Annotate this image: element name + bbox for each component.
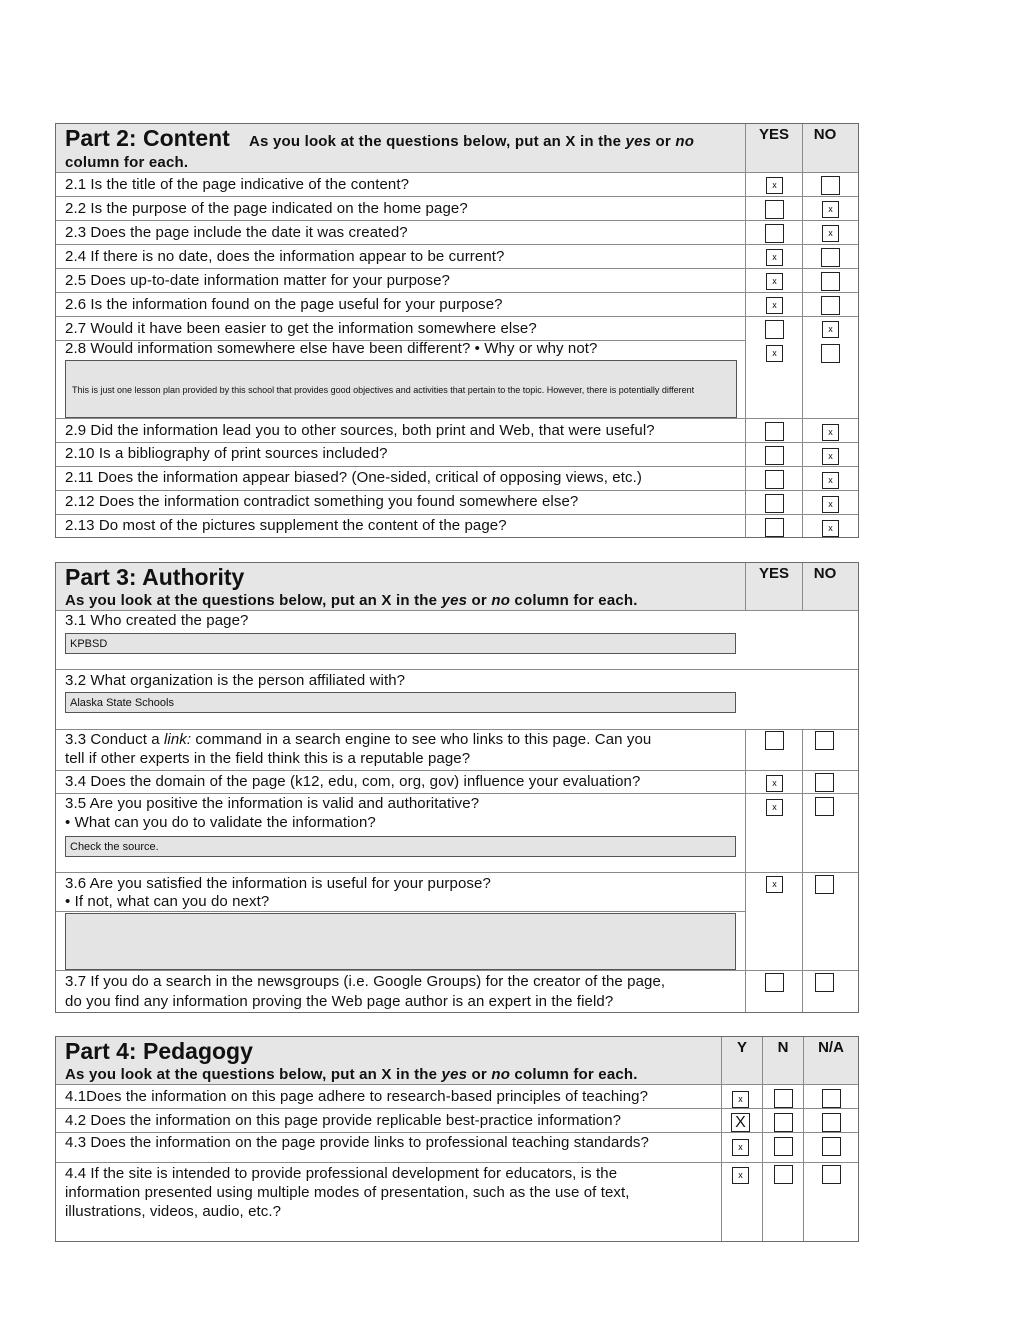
checkbox-2-13-yes[interactable]	[765, 518, 784, 537]
part3-title: Part 3: Authority	[65, 564, 245, 590]
question-4-3: 4.3 Does the information on the page provide links to professional teaching standards?	[65, 1134, 649, 1151]
checkbox-2-12-yes[interactable]	[765, 494, 784, 513]
question-2-9: 2.9 Did the information lead you to other sources, both print and Web, that were useful?	[65, 422, 655, 439]
checkbox-4-2-y[interactable]: X	[731, 1113, 750, 1132]
checkbox-2-10-yes[interactable]	[765, 446, 784, 465]
answer-3-2-field[interactable]: Alaska State Schools	[65, 692, 736, 713]
checkbox-4-4-n[interactable]	[774, 1165, 793, 1184]
part3-col-no: NO	[813, 565, 837, 582]
question-4-4: 4.4 If the site is intended to provide professional development for educators, is the	[65, 1165, 618, 1182]
checkbox-4-3-n[interactable]	[774, 1137, 793, 1156]
part4-title: Part 4: Pedagogy	[65, 1038, 253, 1064]
answer-3-6-field[interactable]	[65, 913, 736, 970]
question-3-4: 3.4 Does the domain of the page (k12, edu, com, org, gov) influence your evaluation?	[65, 773, 641, 790]
checkbox-4-3-na[interactable]	[822, 1137, 841, 1156]
checkbox-4-1-na[interactable]	[822, 1089, 841, 1108]
checkbox-2-6-yes[interactable]: x	[766, 297, 783, 314]
question-2-6: 2.6 Is the information found on the page useful for your purpose?	[65, 296, 503, 313]
question-4-2: 4.2 Does the information on this page provide replicable best-practice information?	[65, 1112, 622, 1129]
checkbox-2-9-yes[interactable]	[765, 422, 784, 441]
checkbox-2-11-no[interactable]: x	[822, 472, 839, 489]
question-3-5: 3.5 Are you positive the information is valid and authoritative?	[65, 795, 480, 812]
question-3-6: 3.6 Are you satisfied the information is useful for your purpose?	[65, 875, 491, 892]
checkbox-3-4-yes[interactable]: x	[766, 775, 783, 792]
question-3-2: 3.2 What organization is the person affiliated with?	[65, 672, 406, 689]
checkbox-3-7-yes[interactable]	[765, 973, 784, 992]
question-2-5: 2.5 Does up-to-date information matter for your purpose?	[65, 272, 450, 289]
question-3-1: 3.1 Who created the page?	[65, 612, 249, 629]
part2-col-yes: YES	[758, 126, 789, 143]
checkbox-2-1-no[interactable]	[821, 176, 840, 195]
checkbox-4-1-y[interactable]: x	[732, 1091, 749, 1108]
checkbox-2-3-yes[interactable]	[765, 224, 784, 243]
part3-instruction: As you look at the questions below, put an X in the yes or no column for each.	[65, 592, 638, 609]
checkbox-2-4-no[interactable]	[821, 248, 840, 267]
question-2-13: 2.13 Do most of the pictures supplement the content of the page?	[65, 517, 507, 534]
question-4-1: 4.1Does the information on this page adhere to research-based principles of teaching?	[65, 1088, 649, 1105]
checkbox-2-3-no[interactable]: x	[822, 225, 839, 242]
part4-col-y: Y	[736, 1039, 747, 1056]
question-3-6-line2: • If not, what can you do next?	[65, 893, 270, 910]
question-4-4-line3: illustrations, videos, audio, etc.?	[65, 1203, 282, 1220]
checkbox-2-1-yes[interactable]: x	[766, 177, 783, 194]
checkbox-3-5-yes[interactable]: x	[766, 799, 783, 816]
part2-instruction-line2: column for each.	[65, 154, 189, 171]
checkbox-2-2-yes[interactable]	[765, 200, 784, 219]
checkbox-3-6-no[interactable]	[815, 875, 834, 894]
question-3-7-line2: do you find any information proving the Web page author is an expert in the field?	[65, 993, 614, 1010]
part2-instruction: As you look at the questions below, put an X in the yes or no	[249, 133, 695, 150]
checkbox-2-6-no[interactable]	[821, 296, 840, 315]
question-4-4-line2: information presented using multiple modes of presentation, such as the use of text,	[65, 1184, 630, 1201]
checkbox-4-3-y[interactable]: x	[732, 1139, 749, 1156]
checkbox-2-4-yes[interactable]: x	[766, 249, 783, 266]
checkbox-2-7-no[interactable]: x	[822, 321, 839, 338]
question-2-3: 2.3 Does the page include the date it was created?	[65, 224, 408, 241]
part4-instruction: As you look at the questions below, put an X in the yes or no column for each.	[65, 1066, 638, 1083]
checkbox-3-6-yes[interactable]: x	[766, 876, 783, 893]
question-2-11: 2.11 Does the information appear biased? (One-sided, critical of opposing views, etc.)	[65, 469, 642, 486]
checkbox-3-3-yes[interactable]	[765, 731, 784, 750]
checkbox-2-2-no[interactable]: x	[822, 201, 839, 218]
checkbox-3-5-no[interactable]	[815, 797, 834, 816]
checkbox-2-9-no[interactable]: x	[822, 424, 839, 441]
checkbox-3-7-no[interactable]	[815, 973, 834, 992]
checkbox-2-8-yes[interactable]: x	[766, 345, 783, 362]
part3-col-yes: YES	[758, 565, 789, 582]
checkbox-4-4-na[interactable]	[822, 1165, 841, 1184]
part2-col-no: NO	[813, 126, 837, 143]
checkbox-3-3-no[interactable]	[815, 731, 834, 750]
checkbox-4-4-y[interactable]: x	[732, 1167, 749, 1184]
checkbox-4-2-na[interactable]	[822, 1113, 841, 1132]
answer-3-1-field[interactable]: KPBSD	[65, 633, 736, 654]
part2-title: Part 2: Content	[65, 125, 230, 151]
answer-2-8-field[interactable]: This is just one lesson plan provided by this school that provides good objectives and activities that pertain to the topic. However, there is potentially different	[65, 360, 737, 418]
question-2-2: 2.2 Is the purpose of the page indicated on the home page?	[65, 200, 468, 217]
checkbox-2-10-no[interactable]: x	[822, 448, 839, 465]
part4-col-na: N/A	[818, 1039, 844, 1056]
part4-col-n: N	[777, 1039, 789, 1056]
checkbox-2-5-yes[interactable]: x	[766, 273, 783, 290]
checkbox-2-13-no[interactable]: x	[822, 520, 839, 537]
question-2-8: 2.8 Would information somewhere else have been different? • Why or why not?	[65, 340, 598, 357]
checkbox-2-12-no[interactable]: x	[822, 496, 839, 513]
checkbox-3-4-no[interactable]	[815, 773, 834, 792]
checkbox-2-8-no[interactable]	[821, 344, 840, 363]
question-3-3: 3.3 Conduct a link: command in a search engine to see who links to this page. Can you	[65, 731, 652, 748]
question-2-12: 2.12 Does the information contradict something you found somewhere else?	[65, 493, 579, 510]
answer-3-5-field[interactable]: Check the source.	[65, 836, 736, 857]
checkbox-2-11-yes[interactable]	[765, 470, 784, 489]
checkbox-4-1-n[interactable]	[774, 1089, 793, 1108]
checkbox-2-5-no[interactable]	[821, 272, 840, 291]
question-3-7: 3.7 If you do a search in the newsgroups (i.e. Google Groups) for the creator of the page,	[65, 973, 666, 990]
checkbox-4-2-n[interactable]	[774, 1113, 793, 1132]
question-2-7: 2.7 Would it have been easier to get the information somewhere else?	[65, 320, 537, 337]
question-2-1: 2.1 Is the title of the page indicative of the content?	[65, 176, 410, 193]
question-3-5-line2: • What can you do to validate the information?	[65, 814, 376, 831]
question-2-10: 2.10 Is a bibliography of print sources included?	[65, 445, 388, 462]
question-3-3-line2: tell if other experts in the field think this is a reputable page?	[65, 750, 471, 767]
question-2-4: 2.4 If there is no date, does the information appear to be current?	[65, 248, 505, 265]
checkbox-2-7-yes[interactable]	[765, 320, 784, 339]
